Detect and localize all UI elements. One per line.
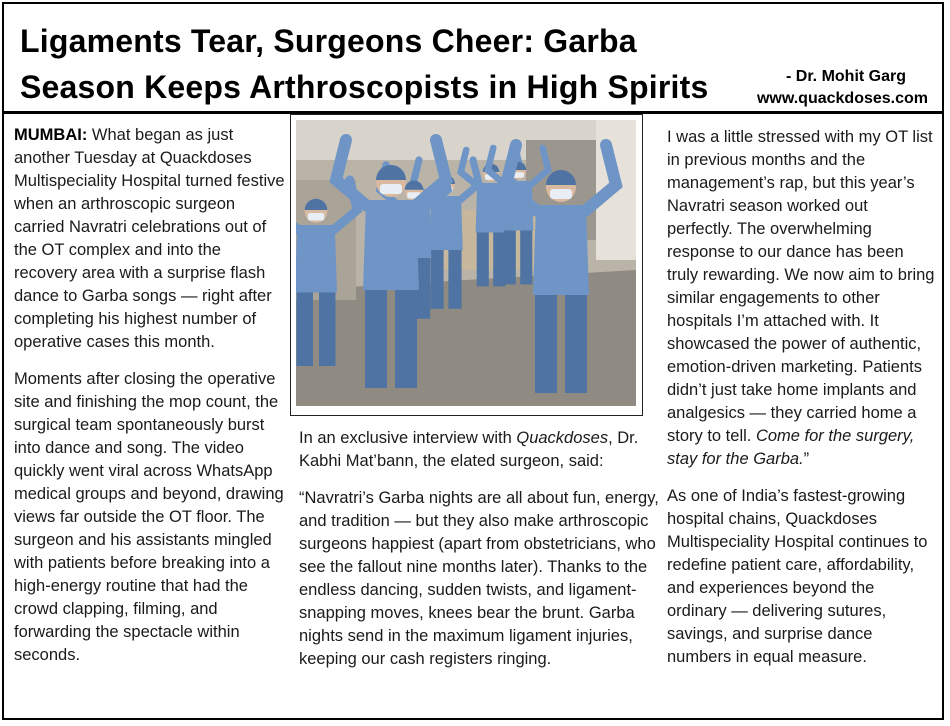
surgeon-quote: “Navratri’s Garba nights are all about fun, energy, and tradition — but they also make arthroscopic surgeons happiest (apart from obstetricians, who see the fallout nine months later). Thanks to the endless dancing, sudden twists, and ligament-snapping moves, knees bear the brunt. Garba nights send in the maximum ligament injuries, keeping our cash registers ringing. [299,489,659,668]
publication-name: Quackdoses [516,429,609,447]
paragraph-text: What began as just another Tuesday at Quackdoses Multispeciality Hospital turned festive when an arthroscopic surgeon carried Navratri celebrations out of the OT complex and into the recovery area with a surprise flash dance to Garba songs — right after completing his highest number of operative cases this month. [14,126,285,351]
dateline: MUMBAI: [14,126,88,144]
article-column-1 [14,124,286,681]
paragraph [14,124,286,354]
surgeons-dancing-photo [296,120,636,406]
byline [757,66,928,110]
article-column-2 [299,427,659,685]
paragraph [667,126,935,471]
paragraph [299,427,659,473]
quote-close: ” [803,450,810,468]
headline: Ligaments Tear, Surgeons Cheer: Garba Season Keeps Arthroscopists in High Spirits [20,23,709,105]
photo-illustration [296,120,636,406]
tagline: Come for the surgery, stay for the Garba. [667,427,915,468]
author-name: - Dr. Mohit Garg [786,68,906,85]
paragraph: Moments after closing the operative site and finishing the mop count, the surgical team spontaneously burst into dance and song. The video quickly went viral across WhatsApp medical groups and beyond, drawing views far outside the OT floor. The surgeon and his assistants mingled with patients before breaking into a high-energy routine that had the crowd clapping, filming, and forwarding the spectacle within seconds. [14,370,284,664]
intro-text: In an exclusive interview with [299,429,517,447]
paragraph: As one of India’s fastest-growing hospital chains, Quackdoses Multispeciality Hospital continues to redefine patient care, affordability, and experiences beyond the ordinary — delivering sutures, savings, and surprise dance numbers in equal measure. [667,487,928,666]
website-link[interactable]: www.quackdoses.com [756,90,928,107]
article-header [4,4,942,114]
article-column-3 [667,126,935,683]
intro-text-end: , Dr. Kabhi Mat’bann, the elated surgeon, said: [299,429,639,470]
paragraph-text: I was a little stressed with my OT list in previous months and the management’s rap, but this year’s Navratri season worked out perfectly. The overwhelming response to our dance has been truly rewarding. We now aim to bring similar engagements to other hospitals I’m attached with. It showcased the power of authentic, emotion-driven marketing. Patients didn’t just take home implants and analgesics — they carried home a story to tell. [667,128,935,445]
